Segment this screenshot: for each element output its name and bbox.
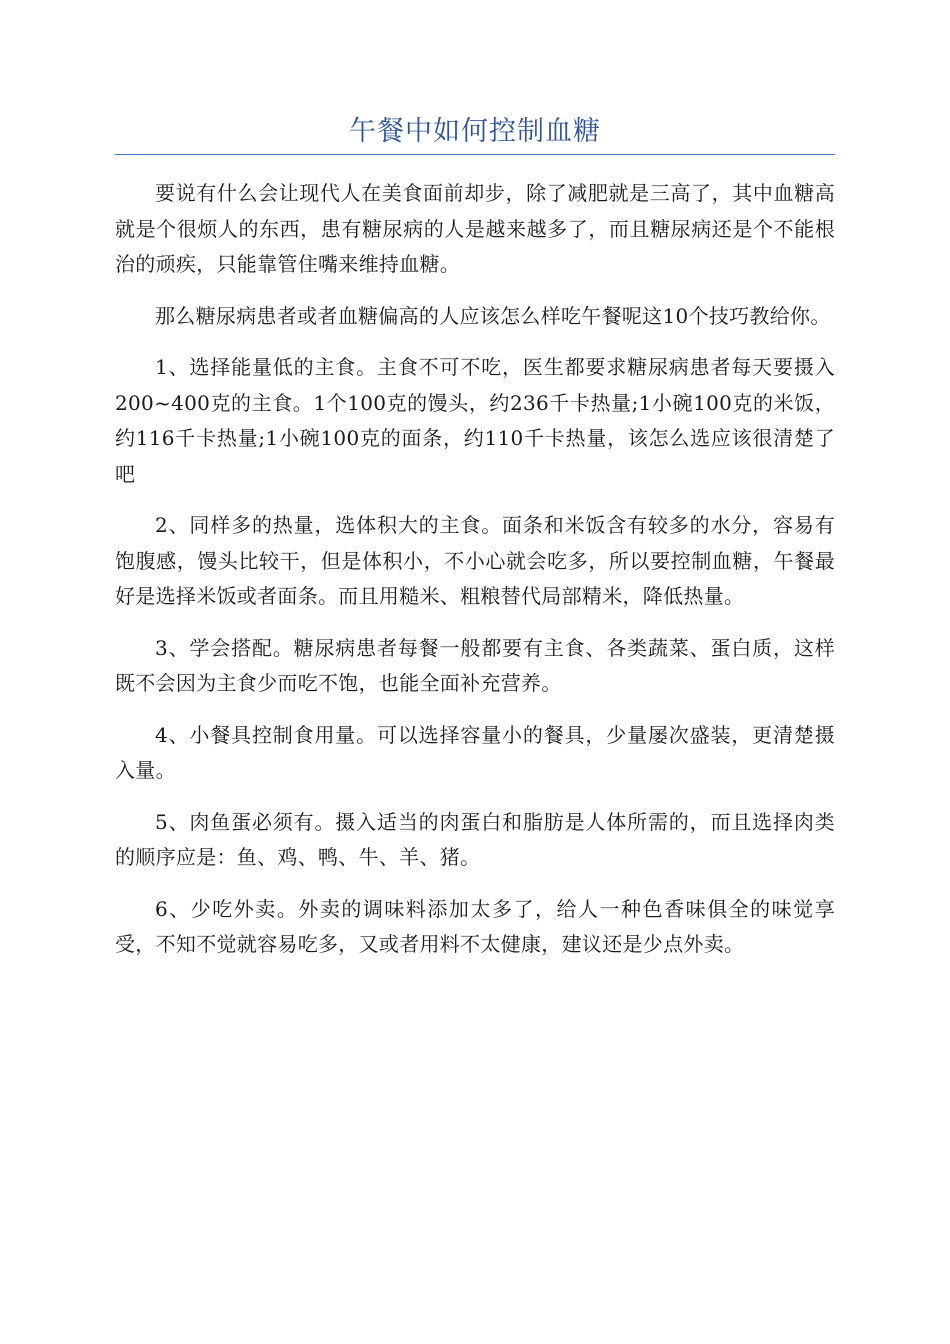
- paragraph-tip-5: 5、肉鱼蛋必须有。摄入适当的肉蛋白和脂肪是人体所需的，而且选择肉类的顺序应是：鱼、鸡、鸭、牛、羊、猪。: [115, 809, 835, 869]
- page-title: 午餐中如何控制血糖: [349, 116, 601, 147]
- paragraph-tip-6: 6、少吃外卖。外卖的调味料添加太多了，给人一种色香味俱全的味觉享受，不知不觉就容易吃多，又或者用料不太健康，建议还是少点外卖。: [115, 896, 835, 956]
- document-body: [115, 176, 835, 979]
- title-underline: [115, 154, 835, 155]
- paragraph-tip-2: 2、同样多的热量，选体积大的主食。面条和米饭含有较多的水分，容易有饱腹感，馒头比较干，但是体积小，不小心就会吃多，所以要控制血糖，午餐最好是选择米饭或者面条。而且用糙米、粗粮替代局部精米，降低热量。: [115, 513, 835, 608]
- paragraph-tip-3: 3、学会搭配。糖尿病患者每餐一般都要有主食、各类蔬菜、蛋白质，这样既不会因为主食少而吃不饱，也能全面补充营养。: [115, 635, 835, 695]
- paragraph-tip-1: 1、选择能量低的主食。主食不可不吃，医生都要求糖尿病患者每天要摄入200~400克的主食。1个100克的馒头，约236千卡热量;1小碗100克的米饭，约116千卡热量;1小碗100克的面条，约110千卡热量，该怎么选应该很清楚了吧: [115, 355, 835, 486]
- paragraph-intro: 要说有什么会让现代人在美食面前却步，除了减肥就是三高了，其中血糖高就是个很烦人的东西，患有糖尿病的人是越来越多了，而且糖尿病还是个不能根治的顽疾，只能靠管住嘴来维持血糖。: [115, 181, 835, 276]
- paragraph-tip-4: 4、小餐具控制食用量。可以选择容量小的餐具，少量屡次盛装，更清楚摄入量。: [115, 722, 835, 782]
- paragraph-question: 那么糖尿病患者或者血糖偏高的人应该怎么样吃午餐呢这10个技巧教给你。: [155, 303, 831, 328]
